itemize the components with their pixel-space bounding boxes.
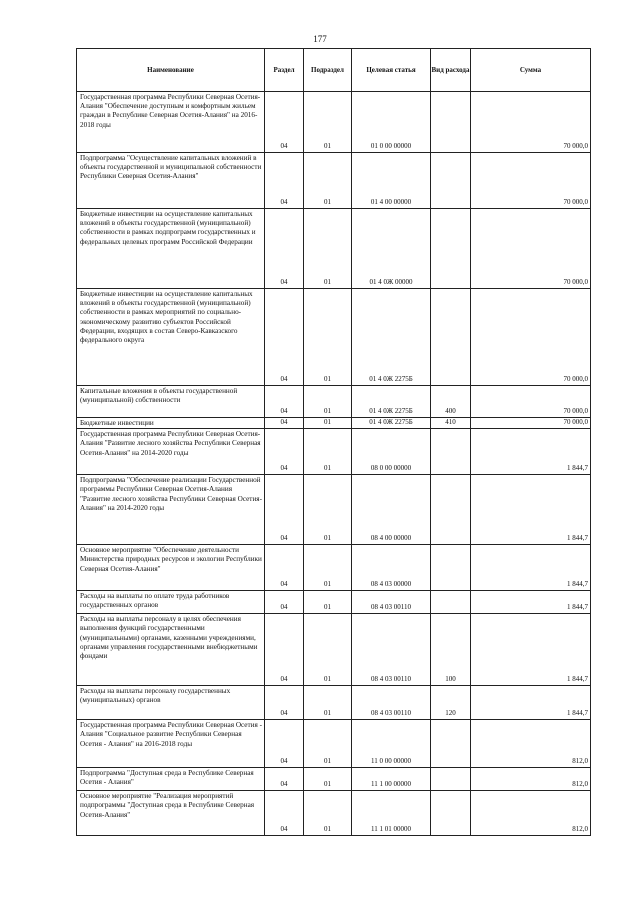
row-sum: 1 844,7 (471, 429, 591, 475)
row-subsection: 01 (304, 418, 352, 429)
row-subsection: 01 (304, 591, 352, 614)
row-sum: 70 000,0 (471, 386, 591, 418)
table-row (77, 289, 591, 386)
row-section: 04 (265, 209, 304, 289)
table-row (77, 429, 591, 475)
row-target: 08 0 00 00000 (352, 429, 431, 475)
row-subsection: 01 (304, 92, 352, 153)
row-sum: 812,0 (471, 720, 591, 768)
row-name: Расходы на выплаты персоналу в целях обеспечения выполнения функций государственными (муниципальными) органами, казенными учреждениями, органами управления государственными внебюджетными фондами (77, 614, 265, 686)
row-subsection: 01 (304, 289, 352, 386)
row-section: 04 (265, 614, 304, 686)
row-kind (431, 791, 471, 836)
row-kind (431, 209, 471, 289)
row-target: 01 4 0Ж 2275Б (352, 418, 431, 429)
table-row (77, 418, 591, 429)
row-sum: 70 000,0 (471, 92, 591, 153)
row-section: 04 (265, 153, 304, 209)
row-section: 04 (265, 791, 304, 836)
row-kind (431, 475, 471, 545)
header-sum: Сумма (471, 49, 591, 92)
row-name: Расходы на выплаты по оплате труда работников государственных органов (77, 591, 265, 614)
row-target: 01 4 00 00000 (352, 153, 431, 209)
row-name: Государственная программа Республики Северная Осетия - Алания "Социальное развитие Республики Северная Осетия - Алания" на 2016-2018 годы (77, 720, 265, 768)
table-row (77, 791, 591, 836)
row-section: 04 (265, 418, 304, 429)
row-target: 01 4 0Ж 2275Б (352, 289, 431, 386)
row-sum: 70 000,0 (471, 209, 591, 289)
row-section: 04 (265, 386, 304, 418)
table-row (77, 591, 591, 614)
row-target: 08 4 03 00110 (352, 686, 431, 720)
table-row (77, 545, 591, 591)
row-section: 04 (265, 545, 304, 591)
row-subsection: 01 (304, 614, 352, 686)
header-kind: Вид расхода (431, 49, 471, 92)
row-subsection: 01 (304, 429, 352, 475)
row-sum: 70 000,0 (471, 418, 591, 429)
header-section: Раздел (265, 49, 304, 92)
row-name: Бюджетные инвестиции на осуществление капитальных вложений в объекты государственной (муниципальной) собственности в рамках мероприятий по социально-экономическому развитию субъектов Российской Федерации, входящих в состав Северо-Кавказского федерального округа (77, 289, 265, 386)
row-section: 04 (265, 720, 304, 768)
row-subsection: 01 (304, 768, 352, 791)
row-subsection: 01 (304, 386, 352, 418)
table-row (77, 686, 591, 720)
row-name: Бюджетные инвестиции (77, 418, 265, 429)
row-subsection: 01 (304, 791, 352, 836)
row-name: Расходы на выплаты персоналу государственных (муниципальных) органов (77, 686, 265, 720)
row-sum: 70 000,0 (471, 153, 591, 209)
row-target: 11 1 01 00000 (352, 791, 431, 836)
table-row (77, 153, 591, 209)
row-name: Бюджетные инвестиции на осуществление капитальных вложений в объекты государственной (муниципальной) собственности в рамках подпрограмм государственных и федеральных целевых программ Российской Федерации (77, 209, 265, 289)
row-target: 01 4 0Ж 00000 (352, 209, 431, 289)
row-subsection: 01 (304, 720, 352, 768)
row-section: 04 (265, 768, 304, 791)
row-name: Подпрограмма "Доступная среда в Республике Северная Осетия - Алания" (77, 768, 265, 791)
row-subsection: 01 (304, 153, 352, 209)
row-kind: 120 (431, 686, 471, 720)
row-subsection: 01 (304, 209, 352, 289)
row-target: 11 0 00 00000 (352, 720, 431, 768)
row-target: 01 4 0Ж 2275Б (352, 386, 431, 418)
row-subsection: 01 (304, 686, 352, 720)
row-name: Основное мероприятие "Обеспечение деятельности Министерства природных ресурсов и экологии Республики Северная Осетия-Алания" (77, 545, 265, 591)
row-target: 08 4 03 00110 (352, 614, 431, 686)
row-target: 08 4 03 00000 (352, 545, 431, 591)
row-kind: 400 (431, 386, 471, 418)
row-target: 08 4 00 00000 (352, 475, 431, 545)
row-subsection: 01 (304, 475, 352, 545)
row-sum: 1 844,7 (471, 545, 591, 591)
table-row (77, 475, 591, 545)
table-row (77, 209, 591, 289)
table-row (77, 92, 591, 153)
table-row (77, 720, 591, 768)
row-name: Государственная программа Республики Северная Осетия-Алания "Развитие лесного хозяйства Республики Северная Осетия-Алания" на 2014-2020 годы (77, 429, 265, 475)
row-sum: 812,0 (471, 768, 591, 791)
row-section: 04 (265, 686, 304, 720)
table-row (77, 614, 591, 686)
row-target: 08 4 03 00110 (352, 591, 431, 614)
row-kind: 410 (431, 418, 471, 429)
row-kind: 100 (431, 614, 471, 686)
row-sum: 1 844,7 (471, 614, 591, 686)
row-sum: 1 844,7 (471, 686, 591, 720)
row-subsection: 01 (304, 545, 352, 591)
row-kind (431, 545, 471, 591)
row-name: Основное мероприятие "Реализация мероприятий подпрограммы "Доступная среда в Республике Северная Осетия-Алания" (77, 791, 265, 836)
budget-table (76, 48, 591, 836)
row-name: Подпрограмма "Осуществление капитальных вложений в объекты государственной и муниципальной собственности Республики Северная Осетия-Алания" (77, 153, 265, 209)
row-section: 04 (265, 591, 304, 614)
row-sum: 1 844,7 (471, 591, 591, 614)
row-name: Государственная программа Республики Северная Осетия-Алания "Обеспечение доступным и комфортным жильем граждан в Республике Северная Осетия-Алания" на 2016-2018 годы (77, 92, 265, 153)
page-number: 177 (313, 34, 327, 44)
row-sum: 70 000,0 (471, 289, 591, 386)
row-kind (431, 591, 471, 614)
header-name: Наименование (77, 49, 265, 92)
table-row (77, 386, 591, 418)
row-kind (431, 92, 471, 153)
row-section: 04 (265, 92, 304, 153)
row-kind (431, 153, 471, 209)
row-target: 11 1 00 00000 (352, 768, 431, 791)
table-header-row (77, 49, 591, 92)
row-kind (431, 289, 471, 386)
row-name: Подпрограмма "Обеспечение реализации Государственной программы Республики Северная Осетия-Алания "Развитие лесного хозяйства Республики Северная Осетия-Алания" на 2014-2020 годы (77, 475, 265, 545)
row-section: 04 (265, 429, 304, 475)
row-sum: 1 844,7 (471, 475, 591, 545)
row-name: Капитальные вложения в объекты государственной (муниципальной) собственности (77, 386, 265, 418)
row-kind (431, 429, 471, 475)
table-row (77, 768, 591, 791)
row-target: 01 0 00 00000 (352, 92, 431, 153)
header-subsection: Подраздел (304, 49, 352, 92)
header-target: Целевая статья (352, 49, 431, 92)
row-section: 04 (265, 475, 304, 545)
row-section: 04 (265, 289, 304, 386)
row-kind (431, 768, 471, 791)
row-kind (431, 720, 471, 768)
row-sum: 812,0 (471, 791, 591, 836)
